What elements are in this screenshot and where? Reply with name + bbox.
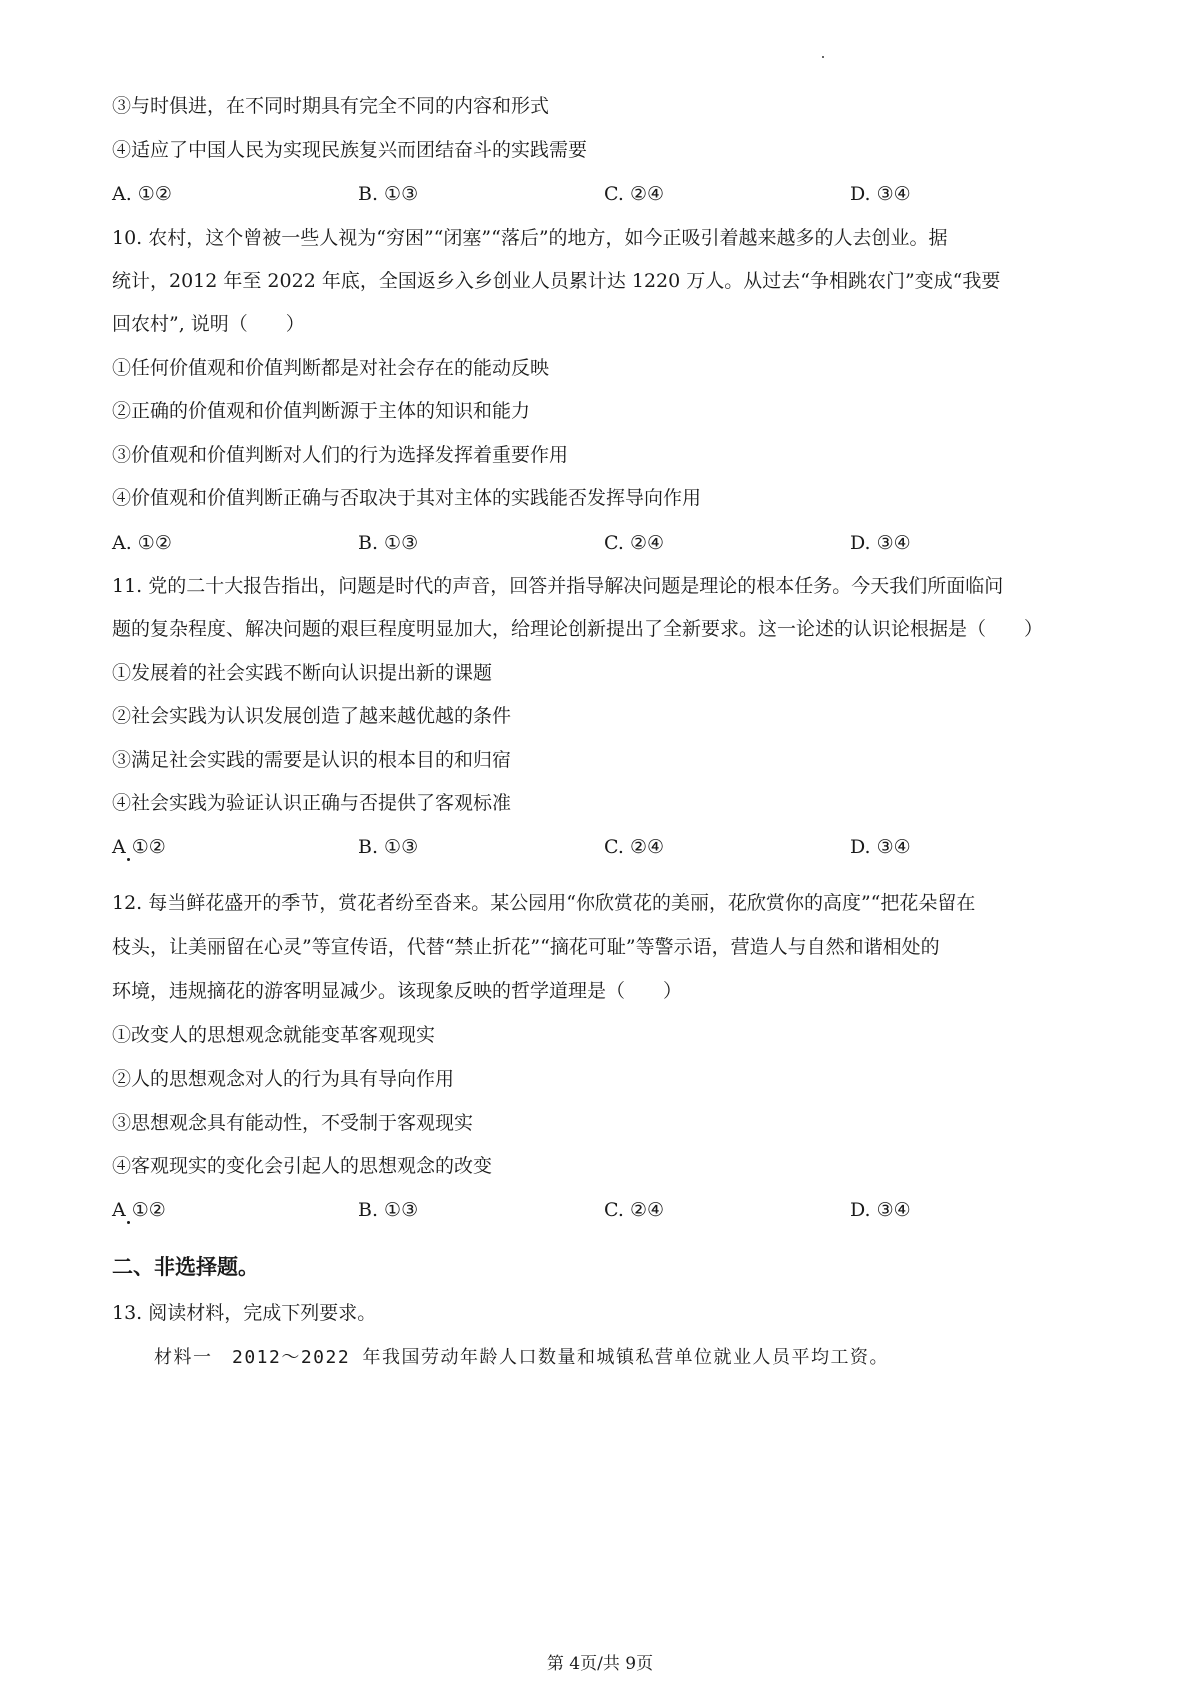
q11-option-a: A ①② — [112, 836, 166, 858]
q11-stem-line-1: 11. 党的二十大报告指出，问题是时代的声音，回答并指导解决问题是理论的根本任务。今天我们所面临问 — [112, 575, 1004, 597]
q10-options — [112, 530, 1012, 556]
q12-statement-4: ④客观现实的变化会引起人的思想观念的改变 — [112, 1155, 493, 1177]
q11-statement-1: ①发展着的社会实践不断向认识提出新的课题 — [112, 662, 493, 684]
q10-option-a: A. ①② — [112, 532, 172, 554]
q9-options — [112, 181, 1012, 207]
q10-stem-line-3: 回农村”, 说明（ ） — [112, 313, 305, 335]
q10-statement-3: ③价值观和价值判断对人们的行为选择发挥着重要作用 — [112, 444, 569, 466]
q11-statement-3: ③满足社会实践的需要是认识的根本目的和归宿 — [112, 749, 512, 771]
q12-stem-line-1: 12. 每当鲜花盛开的季节，赏花者纷至沓来。某公园用“你欣赏花的美丽，花欣赏你的高度”“把花朵留在 — [112, 892, 976, 914]
q10-stem-line-1: 10. 农村，这个曾被一些人视为“穷困”“闭塞”“落后”的地方，如今正吸引着越来越多的人去创业。据 — [112, 227, 948, 249]
page-number: 第 4页/共 9页 — [546, 1654, 654, 1674]
q12-stem-line-3: 环境，违规摘花的游客明显减少。该现象反映的哲学道理是（ ） — [112, 980, 683, 1002]
q11-options — [112, 834, 1012, 860]
q10-statement-1: ①任何价值观和价值判断都是对社会存在的能动反映 — [112, 357, 550, 379]
q11-statement-4: ④社会实践为验证认识正确与否提供了客观标准 — [112, 792, 512, 814]
q9-option-d: D. ③④ — [850, 183, 911, 205]
q12-options — [112, 1197, 1012, 1223]
q10-option-c: C. ②④ — [604, 532, 665, 554]
q12-statement-2: ②人的思想观念对人的行为具有导向作用 — [112, 1068, 455, 1090]
q9-statement-3: ③与时俱进，在不同时期具有完全不同的内容和形式 — [112, 95, 550, 117]
q13-stem: 13. 阅读材料，完成下列要求。 — [112, 1302, 377, 1324]
q10-stem-line-2: 统计，2012 年至 2022 年底，全国返乡入乡创业人员累计达 1220 万人。从过去“争相跳农门”变成“我要 — [112, 270, 1001, 292]
q11-option-a-dot — [127, 858, 130, 861]
q12-stem-line-2: 枝头，让美丽留在心灵”等宣传语，代替“禁止折花”“摘花可耻”等警示语，营造人与自然和谐相处的 — [112, 936, 940, 958]
q12-option-c: C. ②④ — [604, 1199, 665, 1221]
q10-option-d: D. ③④ — [850, 532, 911, 554]
section-heading: 二、非选择题。 — [112, 1255, 259, 1279]
q12-option-b: B. ①③ — [358, 1199, 419, 1221]
q9-option-b: B. ①③ — [358, 183, 419, 205]
q12-option-a: A ①② — [112, 1199, 166, 1221]
q13-material-1: 材料一 2012～2022 年我国劳动年龄人口数量和城镇私营单位就业人员平均工资。 — [154, 1347, 890, 1368]
scan-speck — [822, 56, 824, 58]
q10-option-b: B. ①③ — [358, 532, 419, 554]
q11-option-d: D. ③④ — [850, 836, 911, 858]
q12-option-d: D. ③④ — [850, 1199, 911, 1221]
q9-statement-4: ④适应了中国人民为实现民族复兴而团结奋斗的实践需要 — [112, 139, 588, 161]
q11-option-c: C. ②④ — [604, 836, 665, 858]
q9-option-a: A. ①② — [112, 183, 172, 205]
q11-option-b: B. ①③ — [358, 836, 419, 858]
q11-stem-line-2: 题的复杂程度、解决问题的艰巨程度明显加大，给理论创新提出了全新要求。这一论述的认识论根据是（ ） — [112, 618, 1044, 640]
q10-statement-4: ④价值观和价值判断正确与否取决于其对主体的实践能否发挥导向作用 — [112, 487, 702, 509]
q12-statement-1: ①改变人的思想观念就能变革客观现实 — [112, 1024, 436, 1046]
q12-statement-3: ③思想观念具有能动性，不受制于客观现实 — [112, 1112, 474, 1134]
q10-statement-2: ②正确的价值观和价值判断源于主体的知识和能力 — [112, 400, 531, 422]
q9-option-c: C. ②④ — [604, 183, 665, 205]
q12-option-a-dot — [127, 1221, 130, 1224]
q11-statement-2: ②社会实践为认识发展创造了越来越优越的条件 — [112, 705, 512, 727]
